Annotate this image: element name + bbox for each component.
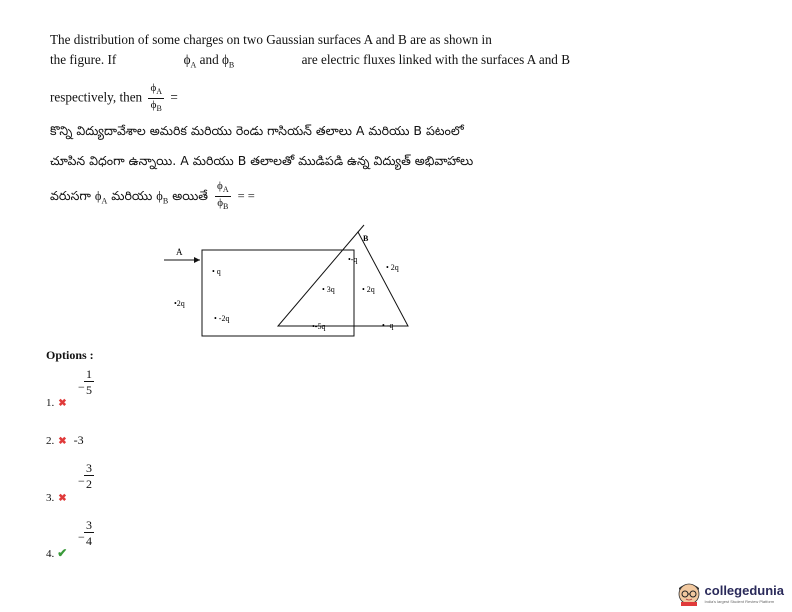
charge-q: • q (212, 267, 221, 276)
option-4[interactable]: 4. ✔ (46, 546, 68, 560)
gaussian-surfaces-figure (150, 222, 440, 352)
question-telugu-line-2: చూపిన విధంగా ఉన్నాయి. A మరియు B తలాలతో ముడిపడి ఉన్న విద్యుత్ అభివాహాలు (50, 153, 474, 168)
mascot-icon (675, 580, 703, 606)
charge-minus-2q: • -2q (214, 314, 230, 323)
charge-minus-5q: •-5q (312, 322, 326, 331)
correct-icon: ✔ (57, 546, 68, 560)
charge-2q-outside: •2q (174, 299, 185, 308)
option-4-fraction: 3 4 (86, 518, 92, 548)
collegedunia-logo (675, 580, 784, 606)
option-3-fraction: 3 2 (86, 461, 92, 491)
wrong-icon: ✖ (58, 436, 67, 447)
charge-2q-right: • 2q (386, 263, 399, 272)
question-english (50, 30, 570, 115)
brand-name: collegedunia (704, 582, 784, 598)
charge-minus-q-bottom: • -q (382, 321, 394, 330)
option-2[interactable]: 2. ✖ -3 (46, 433, 84, 447)
option-3[interactable]: 3. ✖ (46, 492, 67, 504)
charge-minus-q-top: •-q (348, 255, 358, 264)
brand-tagline: India's largest Student Review Platform (704, 598, 775, 604)
options-label: Options : (46, 348, 94, 362)
wrong-icon: ✖ (58, 398, 67, 409)
flux-ratio-fraction: $\frac{\phi_A}{\phi_B}$ (150, 81, 163, 114)
question-line-1: The distribution of some charges on two Gaussian surfaces A and B are as shown in (50, 32, 492, 47)
option-2-value: -3 (73, 433, 84, 447)
charge-3q: • 3q (322, 285, 335, 294)
question-telugu-line-3: వరుసగా $\phi_A$ మరియు $\phi_B$ అయితే $\frac{\phi_A}{\phi_B}$ = = (50, 180, 255, 212)
surface-b-triangle (278, 232, 408, 326)
label-b: B (363, 234, 369, 243)
option-1[interactable]: 1. ✖ (46, 397, 67, 409)
label-a: A (176, 247, 183, 257)
wrong-icon: ✖ (58, 493, 67, 504)
question-telugu-line-1: కొన్ని విద్యుదావేశాల అమరిక మరియు రెండు గాసియన్ తలాలు A మరియు B పటంలో (50, 123, 464, 138)
question-line-2: the figure. If $\phi_A$ and $\phi_B$ are electric fluxes linked with the surfaces A and B (50, 52, 570, 70)
option-1-fraction: 1 5 (86, 367, 92, 397)
flux-ratio-fraction-telugu: $\frac{\phi_A}{\phi_B}$ (217, 180, 229, 212)
question-line-3: respectively, then $\frac{\phi_A}{\phi_B}$ = (50, 81, 178, 114)
charge-2q-inner: • 2q (362, 285, 375, 294)
